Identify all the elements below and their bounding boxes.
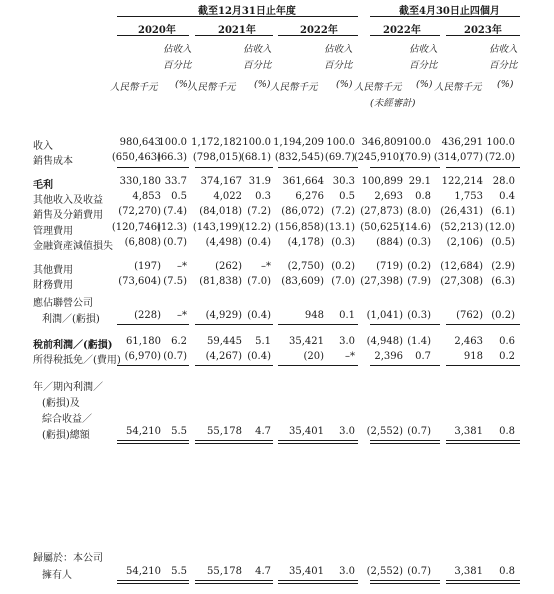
double-rule <box>278 580 358 581</box>
amount-cell: 1,172,182 <box>191 137 242 148</box>
amount-cell: (50,625) <box>360 222 403 233</box>
single-rule <box>370 324 440 325</box>
row-label: 擁有人 <box>42 570 72 581</box>
amount-cell: (26,431) <box>440 206 483 217</box>
percent-cell: (0.3) <box>407 237 431 248</box>
percent-cell: 0.8 <box>415 191 431 202</box>
amount-cell: 55,178 <box>207 566 242 577</box>
amount-cell: 61,180 <box>126 336 161 347</box>
double-rule <box>370 580 440 581</box>
percent-cell: (0.7) <box>163 351 187 362</box>
amount-cell: (2,552) <box>366 426 403 437</box>
double-rule <box>278 583 358 584</box>
percent-cell: (70.9) <box>400 152 431 163</box>
row-label: 財務費用 <box>33 280 73 291</box>
pct-label-line2: 百分比 <box>409 60 438 71</box>
double-rule <box>278 443 358 444</box>
percent-cell: (1.4) <box>407 336 431 347</box>
amount-cell: (6,970) <box>124 351 161 362</box>
row-label: 銷售成本 <box>33 156 73 167</box>
group-header-annual: 截至12月31日止年度 <box>198 6 296 17</box>
amount-cell: 2,693 <box>374 191 403 202</box>
double-rule <box>278 440 358 441</box>
percent-cell: 0.5 <box>339 191 355 202</box>
amount-cell: (197) <box>134 261 161 272</box>
percent-cell: 100.0 <box>486 137 515 148</box>
single-rule <box>446 365 520 366</box>
year-header: 2020年 <box>138 25 176 36</box>
amount-cell: (143,199) <box>192 222 242 233</box>
percent-cell: 0.2 <box>499 351 515 362</box>
double-rule <box>370 583 440 584</box>
double-rule <box>446 583 520 584</box>
amount-cell: (2,106) <box>446 237 483 248</box>
percent-cell: (12.0) <box>484 222 515 233</box>
percent-cell: (2.9) <box>491 261 515 272</box>
amount-cell: 35,401 <box>289 566 324 577</box>
group-underline <box>117 16 358 17</box>
year-underline <box>117 35 189 36</box>
amount-cell: 2,396 <box>374 351 403 362</box>
amount-cell: (4,498) <box>205 237 242 248</box>
percent-cell: 6.2 <box>171 336 187 347</box>
percent-cell: 0.3 <box>255 191 271 202</box>
percent-cell: (13.1) <box>324 222 355 233</box>
year-header: 2023年 <box>464 25 502 36</box>
percent-cell: 100.0 <box>242 137 271 148</box>
percent-cell: 0.4 <box>499 191 515 202</box>
double-rule <box>117 440 189 441</box>
row-label: 其他收入及收益 <box>33 195 103 206</box>
amount-cell: (884) <box>376 237 403 248</box>
currency-unit: 人民幣千元 <box>188 82 236 93</box>
pct-unit: (%) <box>254 79 271 90</box>
percent-cell: 0.1 <box>339 310 355 321</box>
amount-cell: 2,463 <box>454 336 483 347</box>
single-rule <box>117 324 189 325</box>
percent-cell: (68.1) <box>240 152 271 163</box>
amount-cell: 4,853 <box>132 191 161 202</box>
percent-cell: –* <box>177 310 187 321</box>
percent-cell: 3.0 <box>339 336 355 347</box>
percent-cell: (12.2) <box>240 222 271 233</box>
percent-cell: (0.4) <box>247 351 271 362</box>
double-rule <box>370 440 440 441</box>
amount-cell: (6,808) <box>124 237 161 248</box>
amount-cell: (798,015) <box>192 152 242 163</box>
amount-cell: (228) <box>134 310 161 321</box>
amount-cell: (20) <box>303 351 324 362</box>
pct-label-line1: 佔收入 <box>163 44 192 55</box>
percent-cell: (69.7) <box>324 152 355 163</box>
percent-cell: (6.1) <box>491 206 515 217</box>
amount-cell: (52,213) <box>440 222 483 233</box>
currency-unit: 人民幣千元 <box>110 82 158 93</box>
row-label: 收入 <box>33 141 53 152</box>
amount-cell: 35,421 <box>289 336 324 347</box>
row-label: 管理費用 <box>33 226 73 237</box>
percent-cell: (0.7) <box>407 426 431 437</box>
row-label: 毛利 <box>33 180 53 191</box>
year-underline <box>195 35 273 36</box>
amount-cell: 122,214 <box>441 176 483 187</box>
amount-cell: (762) <box>456 310 483 321</box>
amount-cell: 59,445 <box>207 336 242 347</box>
row-label: (虧損)及 <box>42 398 80 409</box>
pct-unit: (%) <box>416 79 433 90</box>
amount-cell: (156,858) <box>274 222 324 233</box>
percent-cell: 0.6 <box>499 336 515 347</box>
pct-label-line2: 百分比 <box>489 60 518 71</box>
double-rule <box>195 583 273 584</box>
percent-cell: (0.3) <box>407 310 431 321</box>
double-rule <box>195 580 273 581</box>
row-label: 年／期內利潤／ <box>33 382 103 393</box>
double-rule <box>370 443 440 444</box>
double-rule <box>117 443 189 444</box>
percent-cell: –* <box>177 261 187 272</box>
pct-unit: (%) <box>497 79 514 90</box>
amount-cell: (4,948) <box>366 336 403 347</box>
percent-cell: –* <box>345 351 355 362</box>
group-header-interim: 截至4月30日止四個月 <box>399 6 500 17</box>
percent-cell: 28.0 <box>492 176 515 187</box>
amount-cell: (4,929) <box>205 310 242 321</box>
single-rule <box>278 365 358 366</box>
year-underline <box>446 35 520 36</box>
percent-cell: 3.0 <box>339 566 355 577</box>
amount-cell: (262) <box>215 261 242 272</box>
double-rule <box>117 583 189 584</box>
amount-cell: 1,194,209 <box>273 137 324 148</box>
amount-cell: 436,291 <box>441 137 483 148</box>
amount-cell: (73,604) <box>118 276 161 287</box>
currency-unit: 人民幣千元 <box>354 82 402 93</box>
amount-cell: (12,684) <box>440 261 483 272</box>
percent-cell: 30.3 <box>332 176 355 187</box>
amount-cell: 6,276 <box>295 191 324 202</box>
amount-cell: (81,838) <box>199 276 242 287</box>
percent-cell: (0.5) <box>491 237 515 248</box>
percent-cell: 5.1 <box>255 336 271 347</box>
percent-cell: (7.0) <box>247 276 271 287</box>
amount-cell: (72,270) <box>118 206 161 217</box>
double-rule <box>195 443 273 444</box>
row-label: 利潤／(虧損) <box>42 314 100 325</box>
currency-unit: 人民幣千元 <box>270 82 318 93</box>
percent-cell: (0.2) <box>491 310 515 321</box>
percent-cell: 100.0 <box>402 137 431 148</box>
unaudited-note: (未經審計) <box>370 98 416 109</box>
percent-cell: 0.5 <box>171 191 187 202</box>
amount-cell: (2,750) <box>287 261 324 272</box>
percent-cell: (66.3) <box>156 152 187 163</box>
percent-cell: (0.2) <box>331 261 355 272</box>
percent-cell: 4.7 <box>255 566 271 577</box>
percent-cell: (0.4) <box>247 237 271 248</box>
single-rule <box>195 365 273 366</box>
amount-cell: (4,178) <box>287 237 324 248</box>
currency-unit: 人民幣千元 <box>434 82 482 93</box>
amount-cell: (2,552) <box>366 566 403 577</box>
amount-cell: 54,210 <box>126 566 161 577</box>
percent-cell: 100.0 <box>326 137 355 148</box>
amount-cell: (86,072) <box>281 206 324 217</box>
single-rule <box>446 324 520 325</box>
percent-cell: (7.9) <box>407 276 431 287</box>
percent-cell: (7.0) <box>331 276 355 287</box>
amount-cell: (832,545) <box>274 152 324 163</box>
percent-cell: 100.0 <box>158 137 187 148</box>
pct-unit: (%) <box>175 79 192 90</box>
single-rule <box>370 365 440 366</box>
amount-cell: (4,267) <box>205 351 242 362</box>
amount-cell: (650,463) <box>111 152 161 163</box>
pct-label-line2: 百分比 <box>324 60 353 71</box>
row-label: 綜合收益／ <box>42 414 92 425</box>
percent-cell: 33.7 <box>164 176 187 187</box>
single-rule <box>117 365 189 366</box>
row-label: 金融資產減值損失 <box>33 241 113 252</box>
row-label: (虧損)總額 <box>42 430 90 441</box>
amount-cell: 4,022 <box>213 191 242 202</box>
percent-cell: –* <box>261 261 271 272</box>
percent-cell: (0.7) <box>163 237 187 248</box>
amount-cell: 918 <box>463 351 483 362</box>
amount-cell: 330,180 <box>119 176 161 187</box>
double-rule <box>446 580 520 581</box>
amount-cell: 100,899 <box>361 176 403 187</box>
percent-cell: 5.5 <box>171 566 187 577</box>
percent-cell: 0.7 <box>415 351 431 362</box>
amount-cell: (83,609) <box>281 276 324 287</box>
pct-label-line1: 佔收入 <box>243 44 272 55</box>
row-label: 稅前利潤／(虧損) <box>33 340 113 351</box>
amount-cell: (27,398) <box>360 276 403 287</box>
year-header: 2022年 <box>383 25 421 36</box>
single-rule <box>195 167 273 168</box>
percent-cell: (6.3) <box>491 276 515 287</box>
amount-cell: 1,753 <box>454 191 483 202</box>
amount-cell: 948 <box>304 310 324 321</box>
percent-cell: (0.4) <box>247 310 271 321</box>
amount-cell: 54,210 <box>126 426 161 437</box>
amount-cell: 346,809 <box>361 137 403 148</box>
year-header: 2021年 <box>218 25 256 36</box>
percent-cell: (7.2) <box>247 206 271 217</box>
row-label: 銷售及分銷費用 <box>33 210 103 221</box>
amount-cell: 3,381 <box>454 566 483 577</box>
double-rule <box>195 440 273 441</box>
percent-cell: (7.5) <box>163 276 187 287</box>
percent-cell: 0.8 <box>499 426 515 437</box>
amount-cell: 980,643 <box>119 137 161 148</box>
amount-cell: (719) <box>376 261 403 272</box>
row-label: 歸屬於：本公司 <box>33 553 103 564</box>
amount-cell: 374,167 <box>200 176 242 187</box>
double-rule <box>446 443 520 444</box>
double-rule <box>446 440 520 441</box>
pct-label-line2: 百分比 <box>163 60 192 71</box>
pct-unit: (%) <box>336 79 353 90</box>
amount-cell: (27,308) <box>440 276 483 287</box>
amount-cell: (27,873) <box>360 206 403 217</box>
row-label: 其他費用 <box>33 265 73 276</box>
percent-cell: (0.3) <box>331 237 355 248</box>
percent-cell: (0.7) <box>407 566 431 577</box>
single-rule <box>278 167 358 168</box>
amount-cell: 3,381 <box>454 426 483 437</box>
single-rule <box>278 324 358 325</box>
amount-cell: (245,910) <box>353 152 403 163</box>
percent-cell: (14.6) <box>400 222 431 233</box>
percent-cell: 31.9 <box>248 176 271 187</box>
single-rule <box>370 167 440 168</box>
percent-cell: 5.5 <box>171 426 187 437</box>
percent-cell: (0.2) <box>407 261 431 272</box>
year-underline <box>278 35 358 36</box>
amount-cell: 35,401 <box>289 426 324 437</box>
row-label: 應佔聯營公司 <box>33 298 93 309</box>
amount-cell: (84,018) <box>199 206 242 217</box>
amount-cell: (120,746) <box>111 222 161 233</box>
percent-cell: 0.8 <box>499 566 515 577</box>
percent-cell: (7.4) <box>163 206 187 217</box>
percent-cell: (72.0) <box>484 152 515 163</box>
percent-cell: 29.1 <box>408 176 431 187</box>
year-underline <box>370 35 440 36</box>
amount-cell: (1,041) <box>366 310 403 321</box>
percent-cell: (7.2) <box>331 206 355 217</box>
single-rule <box>117 167 189 168</box>
percent-cell: (12.3) <box>156 222 187 233</box>
percent-cell: (8.0) <box>407 206 431 217</box>
amount-cell: (314,077) <box>433 152 483 163</box>
group-underline <box>370 16 520 17</box>
year-header: 2022年 <box>300 25 338 36</box>
percent-cell: 3.0 <box>339 426 355 437</box>
pct-label-line1: 佔收入 <box>489 44 518 55</box>
pct-label-line1: 佔收入 <box>324 44 353 55</box>
double-rule <box>117 580 189 581</box>
row-label: 所得稅抵免／(費用) <box>33 355 121 366</box>
pct-label-line2: 百分比 <box>243 60 272 71</box>
single-rule <box>195 324 273 325</box>
amount-cell: 361,664 <box>282 176 324 187</box>
single-rule <box>446 167 520 168</box>
amount-cell: 55,178 <box>207 426 242 437</box>
pct-label-line1: 佔收入 <box>409 44 438 55</box>
percent-cell: 4.7 <box>255 426 271 437</box>
